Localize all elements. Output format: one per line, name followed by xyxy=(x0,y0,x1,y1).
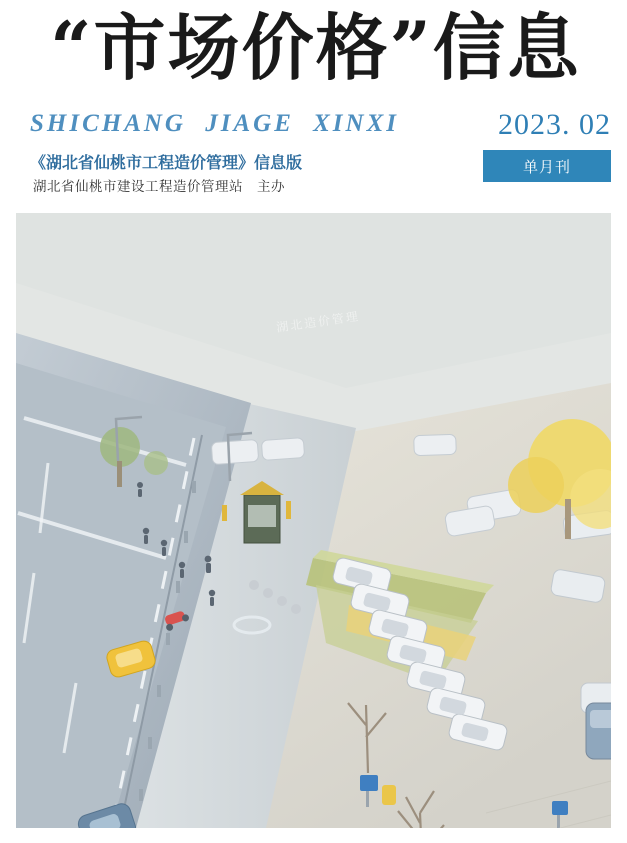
page-title: “市场价格”信息 xyxy=(50,5,581,90)
publisher-organization: 湖北省仙桃市建设工程造价管理站 主办 xyxy=(33,179,285,195)
issue-date: 2023. 02 xyxy=(498,108,611,141)
title-pinyin: SHICHANG JIAGE XINXI xyxy=(30,110,399,137)
publication-subtitle: 《湖北省仙桃市工程造价管理》信息版 xyxy=(30,153,303,172)
photo-watermark: 湖北造价管理 xyxy=(275,309,361,335)
cover-photo-illustration xyxy=(16,213,611,828)
masthead xyxy=(0,0,627,205)
issue-frequency-badge: 单月刊 xyxy=(483,150,611,182)
cover-photo xyxy=(16,213,611,828)
